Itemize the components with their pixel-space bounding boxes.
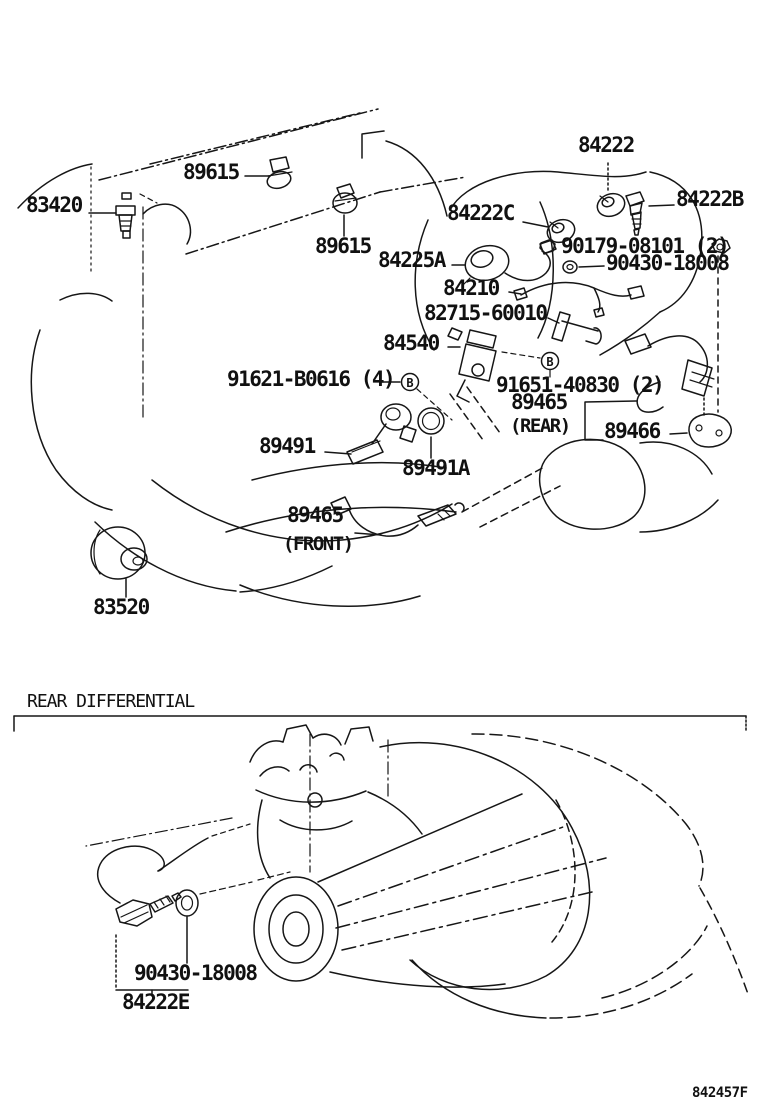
- engine-transmission-drawing: [18, 109, 718, 606]
- part-label-89465-rear[interactable]: 89465: [511, 390, 567, 414]
- rear-differential-rule: [14, 716, 746, 731]
- part-label-89465-front-note: (FRONT): [283, 533, 353, 555]
- part-90430-washer-icon: [563, 261, 577, 273]
- rear-differential-section-title: REAR DIFFERENTIAL: [27, 691, 195, 712]
- part-label-84222b[interactable]: 84222B: [676, 187, 743, 211]
- part-label-82715-60010[interactable]: 82715-60010: [424, 301, 547, 325]
- part-label-84222c[interactable]: 84222C: [447, 201, 514, 225]
- part-label-89465-front[interactable]: 89465: [287, 503, 343, 527]
- part-89466-gasket-icon: [689, 414, 731, 447]
- part-84540-switch-icon: [448, 328, 496, 402]
- part-label-89491a[interactable]: 89491A: [402, 456, 469, 480]
- part-82715-clamp-icon: [552, 312, 601, 344]
- fastener-b1-letter: B: [406, 376, 414, 390]
- part-label-83420[interactable]: 83420: [26, 193, 82, 217]
- part-89491a-oring-icon: [418, 408, 444, 434]
- part-label-90179-08101[interactable]: 90179-08101 (2): [561, 234, 729, 258]
- part-label-89491[interactable]: 89491: [259, 434, 315, 458]
- part-label-84540[interactable]: 84540: [383, 331, 439, 355]
- part-90430-rear-washer-icon: [176, 872, 290, 916]
- part-label-84210[interactable]: 84210: [443, 276, 499, 300]
- part-83520-oil-sender-icon: [91, 527, 147, 579]
- part-84222-knock-sensor-icon: [594, 190, 628, 220]
- part-83420-icon: [116, 193, 157, 238]
- part-89491-speed-sensor-icon: [347, 404, 416, 464]
- part-label-90430-18008-rear[interactable]: 90430-18008: [134, 961, 257, 985]
- part-label-89466[interactable]: 89466: [604, 419, 660, 443]
- part-label-90430-18008[interactable]: 90430-18008: [606, 251, 729, 275]
- part-label-91651-40830[interactable]: 91651-40830 (2): [496, 373, 664, 397]
- figure-code: 842457F: [692, 1085, 748, 1101]
- part-89615-top-icon: [265, 157, 292, 191]
- part-84222b-sensor-icon: [626, 192, 644, 235]
- part-label-83520[interactable]: 83520: [93, 595, 149, 619]
- part-label-84222e[interactable]: 84222E: [122, 990, 189, 1014]
- part-89465-front-o2-sensor-icon: [331, 497, 464, 536]
- part-label-84225a[interactable]: 84225A: [378, 248, 445, 272]
- part-label-89465-rear-note: (REAR): [510, 415, 570, 437]
- fastener-b2-letter: B: [546, 355, 554, 369]
- part-label-89615-top[interactable]: 89615: [183, 160, 239, 184]
- part-label-91621-b0616[interactable]: 91621-B0616 (4): [227, 367, 395, 391]
- part-label-89615-second[interactable]: 89615: [315, 234, 371, 258]
- part-89615-second-icon: [333, 184, 357, 213]
- part-label-84222[interactable]: 84222: [578, 133, 634, 157]
